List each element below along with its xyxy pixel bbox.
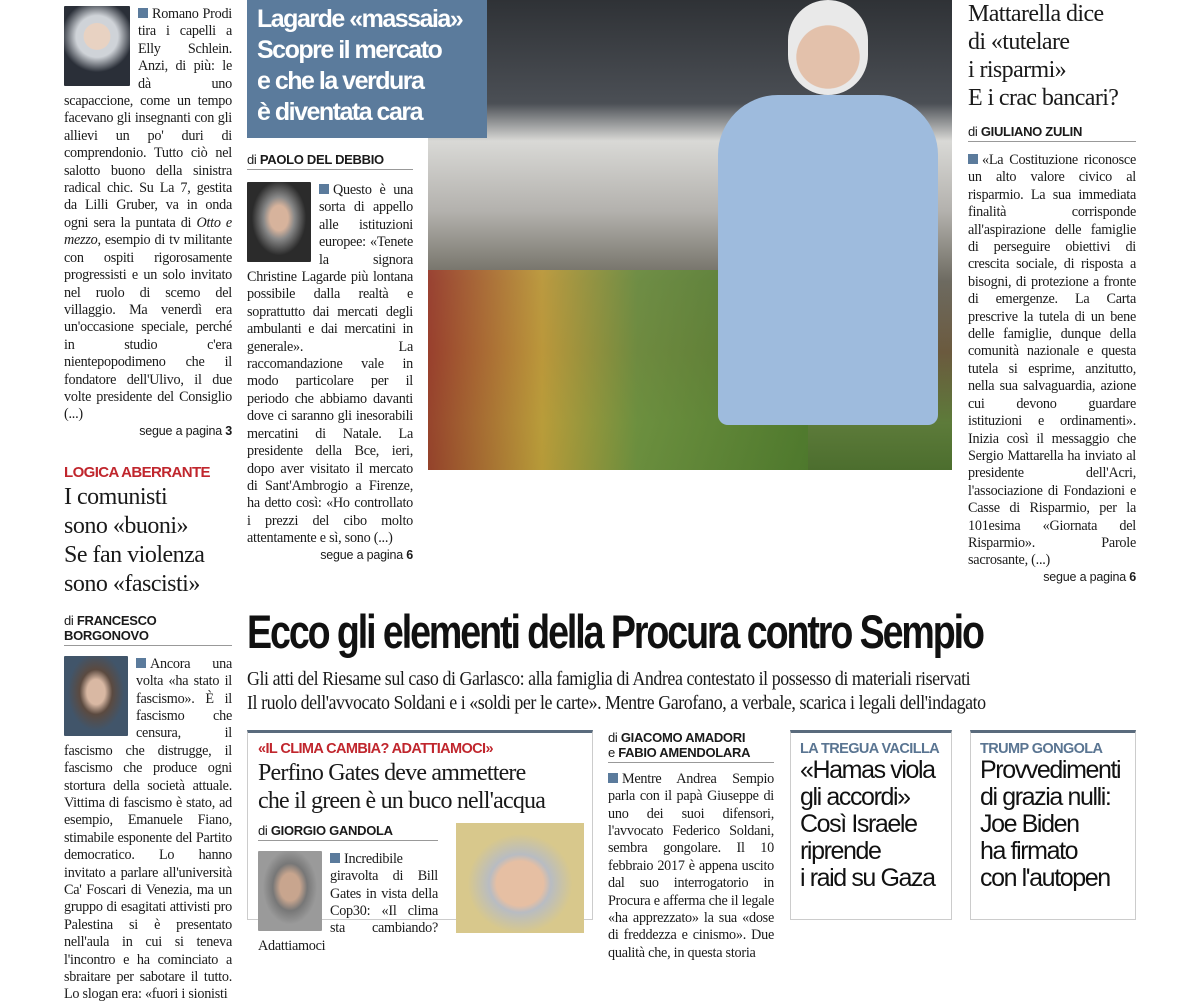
trump-kicker: TRUMP GONGOLA	[980, 740, 1103, 757]
lagarde-jacket	[718, 95, 938, 425]
lagarde-column	[247, 0, 463, 562]
sempio-text	[608, 771, 774, 962]
mattarella-text	[968, 152, 1136, 570]
segue-page: 3	[225, 423, 232, 438]
gates-headline	[258, 759, 582, 815]
segue-label: segue a pagina	[139, 423, 222, 438]
main-headline: Ecco gli elementi della Procura contro Sempio	[247, 604, 983, 658]
continued-link[interactable]	[247, 548, 413, 562]
lagarde-market-photo	[428, 0, 952, 470]
by-prefix: di	[64, 612, 74, 628]
author: GIORGIO GANDOLA	[270, 822, 393, 838]
segue-page: 6	[1129, 569, 1136, 584]
top-row	[247, 0, 1136, 584]
gates-text-body: Incredibile giravolta di Bill Gates in vista della Cop30: «Il clima sta cambiando? Adattiamoci	[258, 850, 438, 954]
logica-headline-3: sono «fascisti»	[64, 570, 200, 597]
logica-headline-1: sono «buoni»	[64, 512, 189, 539]
hamas-headline-2: Così Israele	[800, 809, 917, 838]
hamas-headline-4: i raid su Gaza	[800, 863, 935, 892]
lagarde-head	[788, 0, 868, 95]
by-prefix-2: e	[608, 744, 615, 760]
gates-text	[258, 851, 438, 955]
trump-headline-0: Provvedimenti	[980, 755, 1121, 784]
mattarella-headline-1: di «tutelare	[968, 29, 1070, 55]
bill-gates-photo	[456, 823, 584, 933]
mattarella-headline-2: i risparmi»	[968, 57, 1067, 83]
mattarella-text-body: «La Costituzione riconosce un alto valore civico al risparmio. La sua immediata finalità corrisponde all'aspirazione delle famiglie di perseguire obiettivi di crescita sociale, di risposta a bisogni, di protezione a fronte di emergenze. La Carta prescrive la tutela di un bene delle famiglie, dunque della comunità nazionale e questa tutela si esprime, anzitutto, nella sua salvaguardia, azione cui devono guardare istituzioni e ordinamenti». Inizia così il messaggio che Sergio Mattarella ha inviato al presidente dell'Acri, l'associazione di Fondazioni e Casse di Risparmio, per la 101esima «Giornata del Risparmio». Parole sacrosante, (...)	[968, 152, 1136, 569]
lagarde-text	[247, 182, 413, 548]
gates-headline-0: Perfino Gates deve ammettere	[258, 759, 526, 786]
lagarde-headline-2: e che la verdura	[257, 67, 424, 95]
author: FRANCESCO BORGONOVO	[64, 612, 157, 643]
author-2: FABIO AMENDOLARA	[618, 744, 751, 760]
continued-link[interactable]	[968, 570, 1136, 584]
trump-headline-1: di grazia nulli:	[980, 782, 1111, 811]
logica-text	[64, 656, 232, 1004]
prodi-text-1: Romano Prodi tira i capelli a Elly Schlein. Anzi, di più: le dà uno scapaccione, come un tempo facevano gli insegnanti con gli allievi un po' duri di comprendonio. Tutto ciò nel salotto buono della sinistra radical chic. Su La 7, gestita da Lilli Gruber, va in onda ogni sera la puntata di	[64, 6, 232, 231]
main-subheadline-2: Il ruolo dell'avvocato Soldani e i «soldi per le carte». Mentre Garofano, a verbale, scarica i legali dell'indagato	[247, 692, 986, 714]
lagarde-byline	[247, 152, 413, 170]
sempio-text-body: Mentre Andrea Sempio parla con il papà Giuseppe di uno dei suoi difensori, l'avvocato Federico Soldani, sembra gongolare. Il 10 febbraio 2017 è appena uscito dal suo interrogatorio in Procura e afferma che il legale «ha apprezzato» la sua «dose di freddezza e cinismo». Due qualità che, in questa storia	[608, 770, 774, 961]
lagarde-figure	[718, 0, 938, 470]
trump-article	[970, 730, 1136, 920]
prodi-text-2: , esempio di tv militante con ospiti rigorosamente progressisti e un solo invitato nel ruolo di scemo del villaggio. Ma venerdì era un'occasione speciale, perché in studio c'era nientepopodimeno che il fondatore dell'Ulivo, il due volte presidente del Consiglio (...)	[64, 232, 232, 423]
hamas-headline-1: gli accordi»	[800, 782, 910, 811]
segue-label: segue a pagina	[1043, 569, 1126, 584]
lagarde-text-body: Questo è una sorta di appello alle istituzioni europee: «Tenete la signora Christine Lagarde più lontana possibile dalla realtà e soprattutto dai mercati degli ambulanti e dai mercatini in generale». La raccomandazione vale in modo particolare per il periodo che abbiamo davanti dove ci saranno gli inesorabili mercatini di Natale. La presidente della Bce, ieri, dopo aver visitato il mercato di Sant'Ambrogio a Firenze, ha detto così: «Ho controllato i prezzi del cibo molto attentamente e sì, sono (...)	[247, 182, 413, 547]
mattarella-headline-0: Mattarella dice	[968, 1, 1104, 27]
logica-headline-2: Se fan violenza	[64, 541, 205, 568]
lagarde-headline	[257, 4, 477, 128]
logica-text-body: Ancora una volta «ha stato il fascismo». È il fascismo che censura, il fascismo che distrugge, il fascismo che produce ogni stortura della società attuale. Vittima di fascismo è stato, ad esempio, Emanuele Fiano, stimabile esponente del Partito democratico. Lo hanno invitato a parlare all'università Ca' Foscari di Venezia, ma un gruppo di esagitati attivisti pro Palestina si è presentato nell'aula in cui si teneva l'incontro e ha cominciato a sbraitare per sabotare il tutto. Lo slogan era: «fuori i sionisti	[64, 655, 232, 1003]
by-prefix: di	[608, 729, 618, 745]
mattarella-byline	[968, 124, 1136, 142]
lagarde-article	[247, 152, 413, 562]
author: PAOLO DEL DEBBIO	[259, 152, 384, 167]
lagarde-headline-0: Lagarde «massaia»	[257, 5, 463, 33]
sempio-byline	[608, 730, 774, 763]
lagarde-headline-box	[247, 0, 487, 138]
segue-page: 6	[406, 547, 413, 562]
bottom-row	[247, 730, 1136, 962]
logica-kicker: LOGICA ABERRANTE	[64, 463, 210, 481]
prodi-text-italic: Otto e mezzo	[64, 214, 232, 249]
trump-headline-2: Joe Biden	[980, 809, 1079, 838]
hamas-kicker: LA TREGUA VACILLA	[800, 740, 940, 757]
logica-headline-0: I comunisti	[64, 483, 168, 510]
mattarella-headline	[968, 0, 1136, 112]
gates-article	[247, 730, 593, 954]
mattarella-article	[968, 0, 1136, 584]
prodi-text	[64, 6, 232, 424]
square-bullet-icon	[136, 658, 146, 668]
prodi-article	[64, 6, 232, 438]
del-debbio-photo	[247, 182, 311, 262]
prodi-photo	[64, 6, 130, 86]
square-bullet-icon	[968, 154, 978, 164]
by-prefix: di	[968, 124, 978, 139]
continued-link[interactable]	[64, 424, 232, 438]
logica-headline	[64, 483, 232, 599]
logica-byline	[64, 613, 232, 646]
lagarde-headline-3: è diventata cara	[257, 98, 422, 126]
trump-headline	[980, 757, 1126, 892]
by-prefix: di	[247, 152, 257, 167]
square-bullet-icon	[330, 853, 340, 863]
sempio-article	[608, 730, 774, 962]
author-1: GIACOMO AMADORI	[620, 729, 746, 745]
gates-byline	[258, 823, 438, 841]
gates-headline-1: che il green è un buco nell'acqua	[258, 787, 546, 814]
borgonovo-photo	[64, 656, 128, 736]
hamas-headline	[800, 757, 942, 892]
author: GIULIANO ZULIN	[980, 124, 1083, 139]
square-bullet-icon	[319, 184, 329, 194]
trump-headline-3: ha firmato	[980, 836, 1078, 865]
gandola-photo	[258, 851, 322, 931]
main-story	[247, 604, 1136, 716]
by-prefix: di	[258, 822, 268, 838]
hamas-headline-0: «Hamas viola	[800, 755, 935, 784]
gates-kicker: «IL CLIMA CAMBIA? ADATTIAMOCI»	[258, 740, 493, 757]
hamas-headline-3: riprende	[800, 836, 881, 865]
square-bullet-icon	[138, 8, 148, 18]
right-area	[247, 0, 1136, 962]
hamas-article	[790, 730, 952, 920]
segue-label: segue a pagina	[320, 547, 403, 562]
left-column	[64, 6, 232, 1004]
trump-headline-4: con l'autopen	[980, 863, 1110, 892]
square-bullet-icon	[608, 773, 618, 783]
lagarde-headline-1: Scopre il mercato	[257, 36, 442, 64]
logica-article	[64, 464, 232, 1004]
mattarella-headline-3: E i crac bancari?	[968, 85, 1119, 111]
main-subheadline-1: Gli atti del Riesame sul caso di Garlasco: alla famiglia di Andrea contestato il possesso di materiali riservati	[247, 668, 971, 690]
